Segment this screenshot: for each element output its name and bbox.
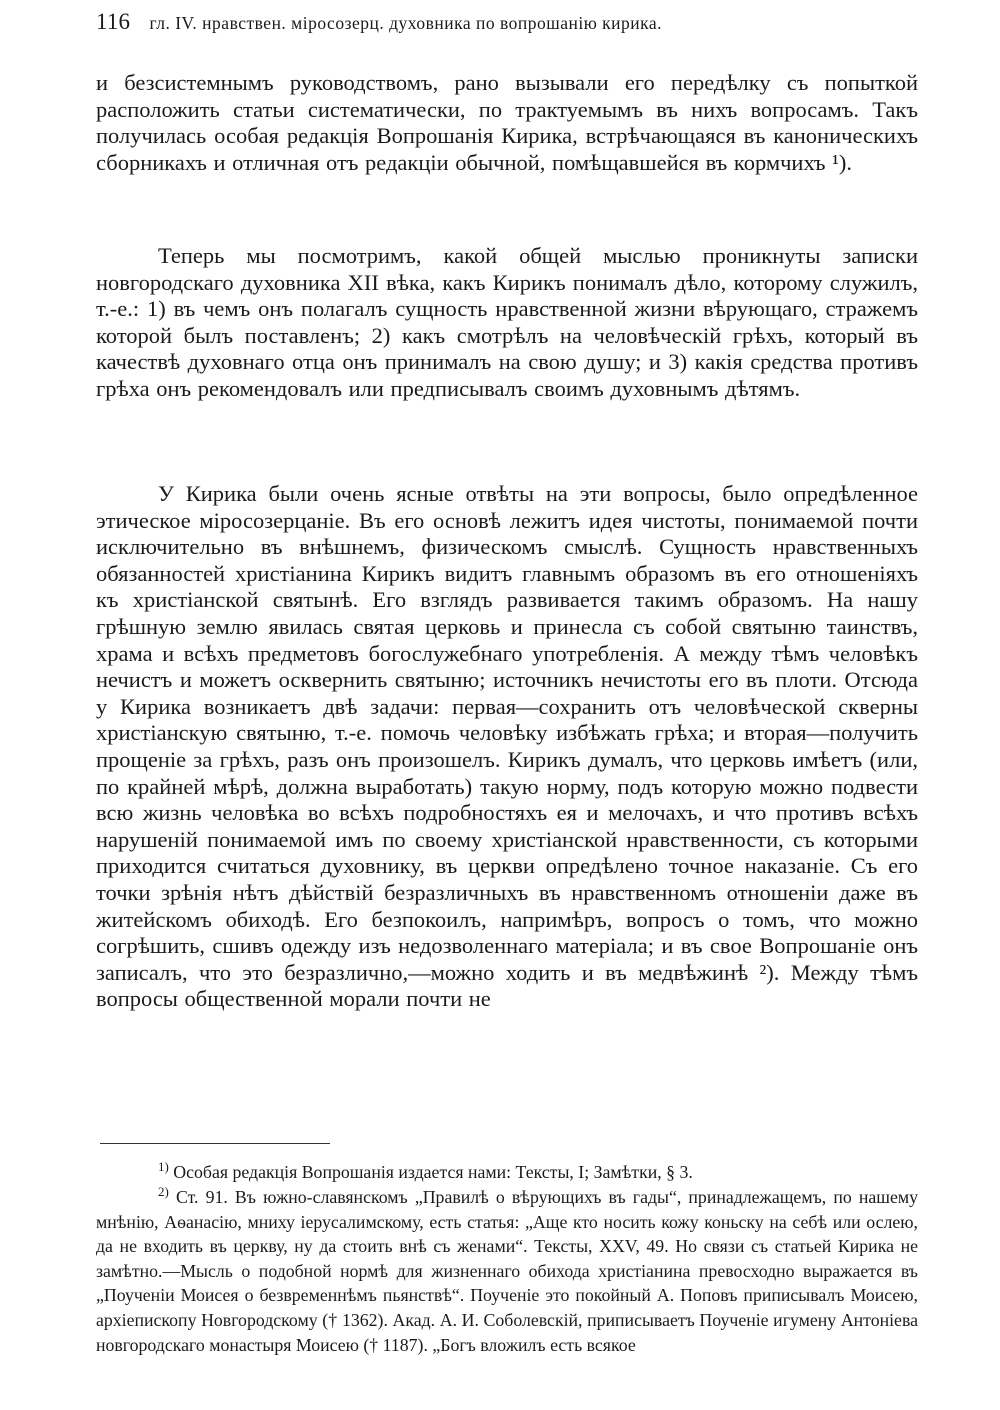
footnote-2-marker: 2) — [158, 1184, 169, 1200]
footnote-1-marker: 1) — [158, 1159, 169, 1175]
running-head — [96, 8, 926, 37]
paragraph-3: У Кирика были очень ясные отвѣты на эти вопросы, было опредѣленное этическое міросозерцаніе. Въ его основѣ лежитъ идея чистоты, понимаемой почти исключительно въ внѣшнемъ, физическомъ смыслѣ. Сущность нравственныхъ обязанностей христіанина Кирикъ видитъ главнымъ образомъ въ его отношеніяхъ къ христіанской святынѣ. Его взглядъ развивается такимъ образомъ. На нашу грѣшную землю явилась святая церковь и принесла съ собой святыню таинствъ, храма и всѣхъ предметовъ богослужебнаго употребленія. А между тѣмъ человѣкъ нечистъ и можетъ осквернить святыню; источникъ нечистоты его въ плоти. Отсюда у Кирика возникаетъ двѣ задачи: первая—сохранить отъ человѣческой скверны христіанскую святыню, т.-е. помочь человѣку избѣжать грѣха; и вторая—получить прощеніе за грѣхъ, разъ онъ произошелъ. Кирикъ думалъ, что церковь имѣетъ (или, по крайней мѣрѣ, должна выработать) такую норму, подъ которую можно подвести всю жизнь человѣка во всѣхъ подробностяхъ ея и мелочахъ, и что противъ всѣхъ нарушеній понимаемой имъ по своему христіанской нравственности, съ которыми приходится считаться духовнику, въ церкви опредѣлено точное наказаніе. Съ его точки зрѣнія нѣтъ дѣйствій безразличныхъ въ нравственномъ отношеніи даже въ житейскомъ обиходѣ. Его безпокоилъ, напримѣръ, вопросъ о томъ, что можно согрѣшить, сшивъ одежду изъ недозволеннаго матеріала; и въ свое Вопрошаніе онъ записалъ, что это безразлично,—можно ходить и въ медвѣжинѣ ²). Между тѣмъ вопросы общественной морали почти не — [96, 481, 918, 1012]
footnote-2-text: Ст. 91. Въ южно-славянскомъ „Правилѣ о вѣрующихъ въ гады“, принадлежащемъ, по нашему мнѣнію, Аѳанасію, мниху іерусалимскому, есть статья: „Аще кто носить кожу коньску на себѣ или ослею, да не входить въ церкву, ну да стоить внѣ съ женами“. Тексты, XXV, 49. Но связи съ статьей Кирика не замѣтно.—Мысль о подобной нормѣ для жизненнаго обихода христіанина превосходно выражается въ „Поученіи Моисея о безвременнѣмъ пьянствѣ“. Поученіе это покойный А. Поповъ приписывалъ Моисею, архіепископу Новгородскому († 1362). Акад. А. И. Соболевскій, приписываетъ Поученіе игумену Антоніева новгородскаго монастыря Моисею († 1187). „Богъ вложилъ есть всякое — [96, 1187, 918, 1355]
chapter-title: гл. IV. нравствен. міросозерц. духовника по вопрошанію кирика. — [149, 13, 663, 33]
footnote-1-text: Особая редакція Вопрошанія издается нами: Тексты, I; Замѣтки, § 3. — [173, 1162, 693, 1182]
paragraph-1: и безсистемнымъ руководствомъ, рано вызывали его передѣлку съ попыткой расположить статьи систематически, по трактуемымъ въ нихъ вопросамъ. Такъ получилась особая редакція Вопрошанія Кирика, встрѣчающаяся въ каноническихъ сборникахъ и отличная отъ редакціи обычной, помѣщавшейся въ кормчихъ ¹). — [96, 70, 918, 175]
footnote-2 — [96, 1185, 918, 1357]
footnote-1 — [96, 1160, 918, 1185]
page-number: 116 — [96, 9, 131, 34]
footnote-separator — [100, 1143, 330, 1144]
paragraph-2: Теперь мы посмотримъ, какой общей мыслью проникнуты записки новгородскаго духовника XII вѣка, какъ Кирикъ понималъ дѣло, которому служилъ, т.-е.: 1) въ чемъ онъ полагалъ сущность нравственной жизни вѣрующаго, стражемъ которой былъ поставленъ; 2) какъ смотрѣлъ на человѣческій грѣхъ, который въ качествѣ духовнаго отца онъ принималъ на свою душу; и 3) какія средства противъ грѣха онъ рекомендовалъ или предписывалъ своимъ духовнымъ дѣтямъ. — [96, 243, 918, 401]
